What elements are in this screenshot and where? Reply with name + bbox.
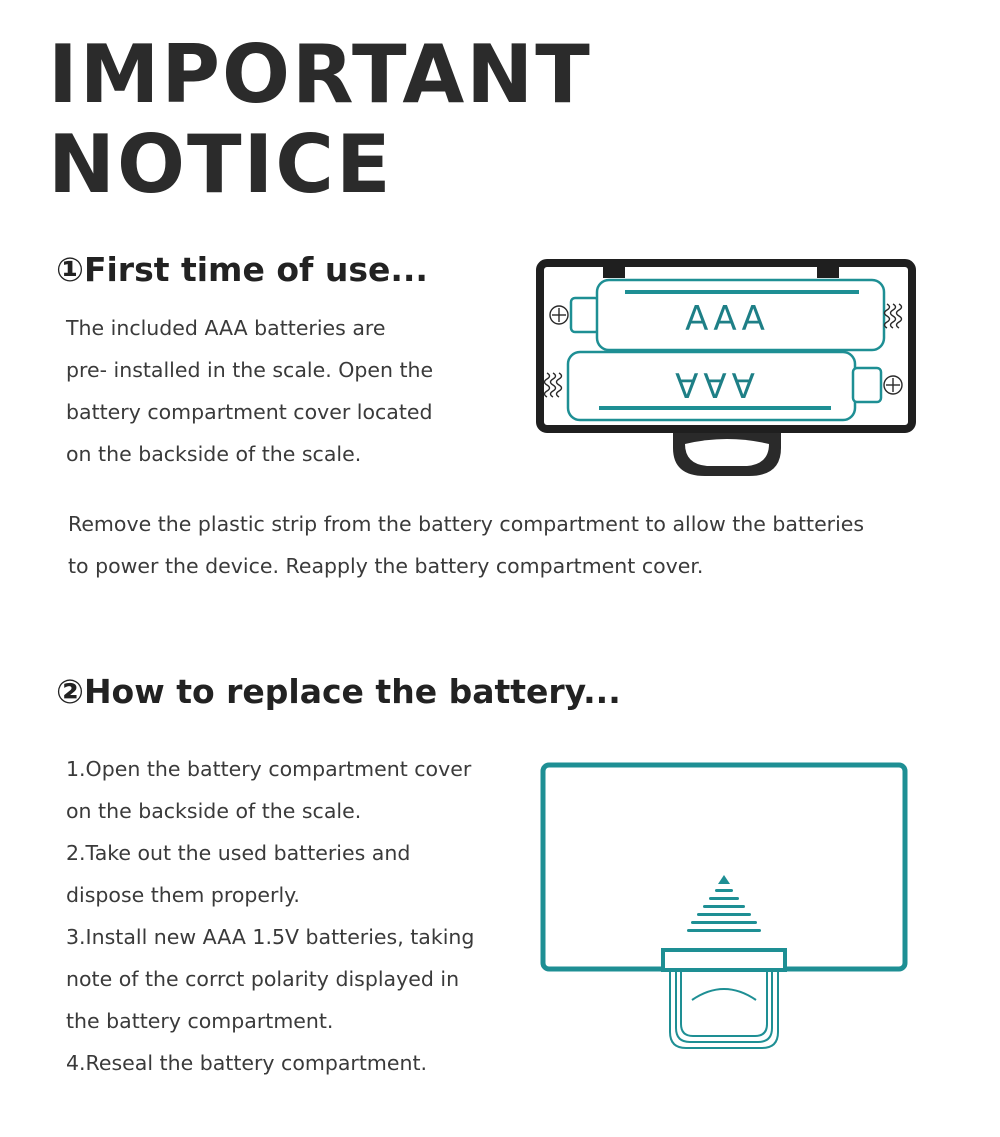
body-line: Remove the plastic strip from the battery compartment to allow the batteries [68,512,865,536]
step-line: the battery compartment. [66,1009,334,1033]
section-2-heading: ②How to replace the battery... [56,672,621,711]
section-1-intro [66,307,433,475]
battery-bottom-icon [545,352,903,420]
intro-line: pre- installed in the scale. Open the [66,358,434,382]
step-line: 2.Take out the used batteries and [66,841,411,865]
intro-line: The included AAA batteries are [66,316,386,340]
latch-clip-icon [663,950,785,1048]
step-line: on the backside of the scale. [66,799,362,823]
compartment-cover-illustration [540,762,910,1052]
page-title [48,30,592,210]
step-line: dispose them properly. [66,883,300,907]
section-1-heading: ①First time of use... [56,250,428,289]
cover-outline [543,765,905,969]
page-title-line-2: NOTICE [48,118,393,211]
battery-top-icon [550,280,902,350]
intro-line: battery compartment cover located [66,400,433,424]
body-line: to power the device. Reapply the battery compartment cover. [68,554,704,578]
replacement-steps [66,748,474,1084]
step-line: 3.Install new AAA 1.5V batteries, taking [66,925,475,949]
intro-line: on the backside of the scale. [66,442,362,466]
step-line: note of the corrct polarity displayed in [66,967,460,991]
battery-bottom-label: AAA [671,364,755,404]
step-line: 1.Open the battery compartment cover [66,757,472,781]
section-1-body [68,503,864,587]
page-title-line-1: IMPORTANT [48,28,592,121]
battery-top-label: AAA [685,299,769,339]
step-line: 4.Reseal the battery compartment. [66,1051,428,1075]
battery-compartment-illustration [535,258,917,483]
